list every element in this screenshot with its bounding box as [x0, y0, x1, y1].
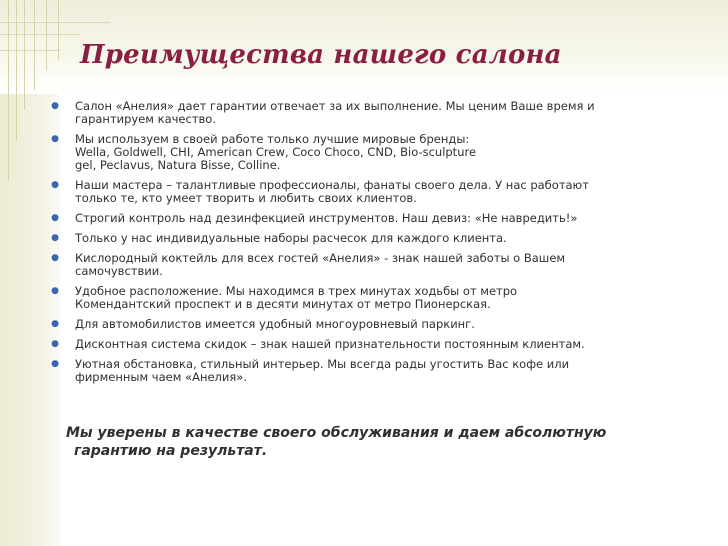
decorative-vertical-line	[46, 0, 47, 70]
list-item-text: Дисконтная система скидок – знак нашей признательности постоянным клиентам.	[75, 337, 585, 351]
list-item	[50, 212, 610, 225]
list-item	[50, 133, 610, 172]
list-item	[50, 179, 610, 205]
list-item	[50, 252, 610, 278]
conclusion-line: Мы уверены в качестве своего обслуживания и даем абсолютную	[66, 425, 607, 441]
bullet-dot-icon: ●	[51, 339, 59, 349]
conclusion-text	[66, 424, 646, 460]
conclusion-line: гарантию на результат.	[74, 443, 268, 459]
list-item	[50, 318, 610, 331]
bullet-dot-icon: ●	[51, 180, 59, 190]
bullet-dot-icon: ●	[51, 253, 59, 263]
list-item-text: гарантируем качество.	[75, 112, 216, 126]
decorative-vertical-line	[58, 0, 59, 60]
list-item	[50, 338, 610, 351]
list-item	[50, 232, 610, 245]
list-item-text: самочувствии.	[75, 264, 163, 278]
decorative-horizontal-line	[0, 34, 80, 35]
list-item-text: Салон «Анелия» дает гарантии отвечает за их выполнение. Мы ценим Ваше время и	[75, 99, 595, 113]
slide-title: Преимущества нашего салона	[80, 40, 562, 70]
list-item-text: Кислородный коктейль для всех гостей «Анелия» - знак нашей заботы о Вашем	[75, 251, 566, 265]
bullet-dot-icon: ●	[51, 233, 59, 243]
advantages-list	[50, 100, 610, 391]
decorative-vertical-line	[34, 0, 35, 90]
list-item-text: Для автомобилистов имеется удобный многоуровневый паркинг.	[75, 317, 475, 331]
decorative-vertical-line	[24, 0, 25, 110]
list-item-text: Наши мастера – талантливые профессионалы, фанаты своего дела. У нас работают	[75, 178, 589, 192]
list-item-text: Уютная обстановка, стильный интерьер. Мы всегда рады угостить Вас кофе или	[75, 357, 570, 371]
decorative-vertical-line	[8, 0, 9, 180]
list-item-text: только те, кто умеет творить и любить своих клиентов.	[75, 191, 417, 205]
bullet-dot-icon: ●	[51, 101, 59, 111]
bullet-dot-icon: ●	[51, 286, 59, 296]
list-item-text: Мы используем в своей работе только лучшие мировые бренды:	[75, 132, 470, 146]
list-item-text: Wella, Goldwell, CHI, American Crew, Coco Choco, CND, Bio-sculpture	[75, 145, 477, 159]
list-item	[50, 358, 610, 384]
list-item-text: gel, Peclavus, Natura Bisse, Colline.	[75, 158, 281, 172]
bullet-dot-icon: ●	[51, 134, 59, 144]
decorative-horizontal-line	[0, 50, 60, 51]
list-item-text: Комендантский проспект и в десяти минутах от метро Пионерская.	[75, 297, 491, 311]
list-item-text: Удобное расположение. Мы находимся в трех минутах ходьбы от метро	[75, 284, 518, 298]
decorative-horizontal-line	[0, 22, 110, 23]
list-item-text: фирменным чаем «Анелия».	[75, 370, 247, 384]
list-item-text: Только у нас индивидуальные наборы расчесок для каждого клиента.	[75, 231, 507, 245]
list-item-text: Строгий контроль над дезинфекцией инструментов. Наш девиз: «Не навредить!»	[75, 211, 578, 225]
list-item	[50, 100, 610, 126]
bullet-dot-icon: ●	[51, 213, 59, 223]
decorative-vertical-line	[16, 0, 17, 140]
list-item	[50, 285, 610, 311]
bullet-dot-icon: ●	[51, 359, 59, 369]
bullet-dot-icon: ●	[51, 319, 59, 329]
